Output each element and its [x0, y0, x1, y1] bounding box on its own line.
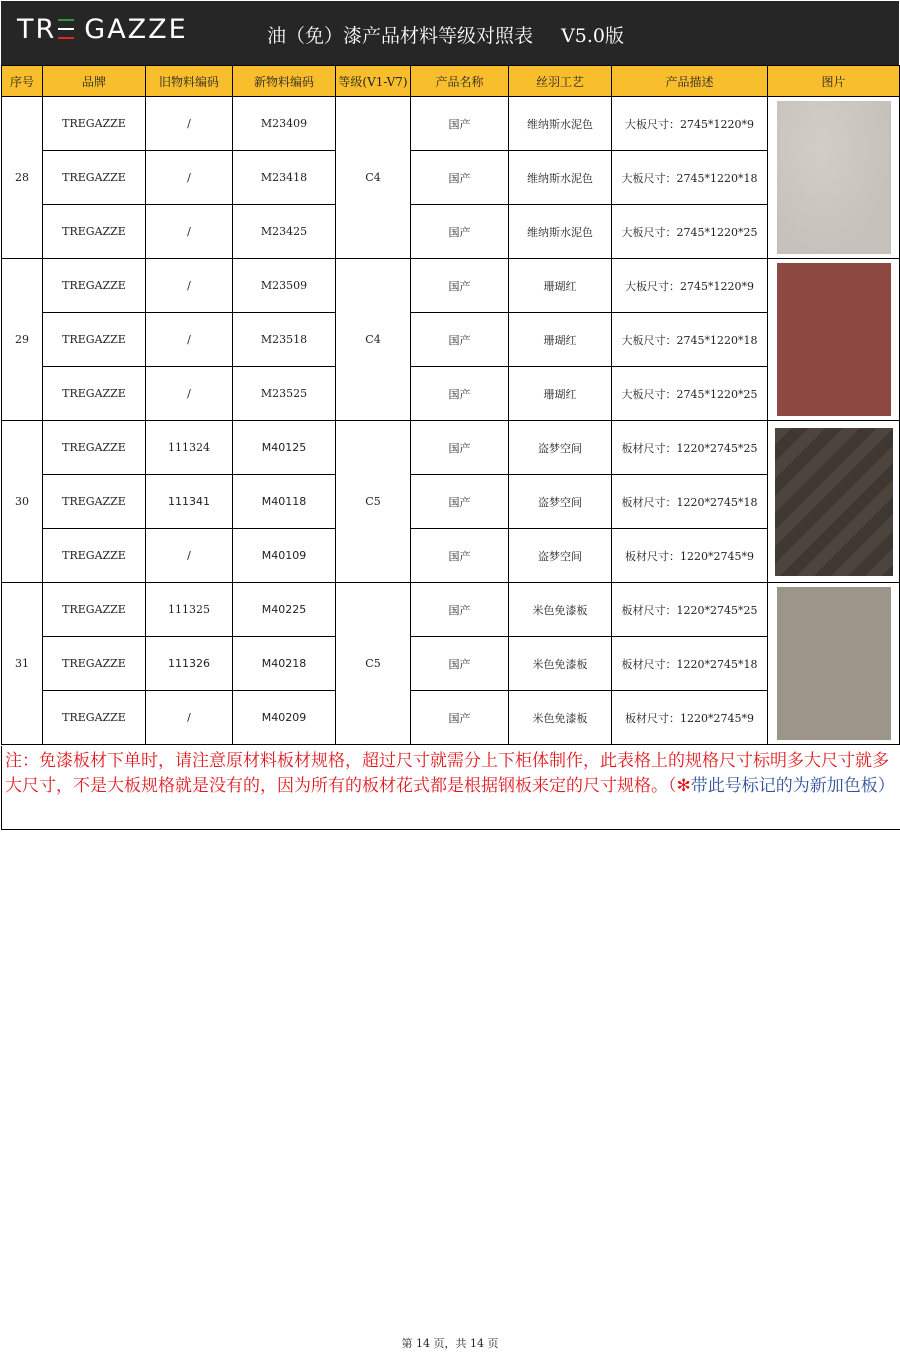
- cell-new-code: M23425: [233, 205, 336, 259]
- cell-product-name: 国产: [411, 367, 509, 421]
- cell-no: 31: [2, 583, 43, 745]
- cell-brand: TREGAZZE: [43, 421, 146, 475]
- document-title: [267, 21, 624, 48]
- table-header-row: [2, 66, 900, 97]
- cell-description: 大板尺寸：2745*1220*9: [612, 97, 768, 151]
- brand-logo: [17, 11, 188, 47]
- table-row: [2, 475, 900, 529]
- table-row: [2, 529, 900, 583]
- cell-description: 大板尺寸：2745*1220*25: [612, 205, 768, 259]
- cell-craft: 米色免漆板: [509, 583, 612, 637]
- cell-description: 大板尺寸：2745*1220*25: [612, 367, 768, 421]
- note-close-paren: ）: [877, 776, 895, 796]
- cell-new-code: M23525: [233, 367, 336, 421]
- cell-no: 30: [2, 421, 43, 583]
- cell-image: [768, 97, 900, 259]
- cell-product-name: 国产: [411, 421, 509, 475]
- cell-product-name: 国产: [411, 637, 509, 691]
- table-body: [2, 97, 900, 745]
- cell-craft: 珊瑚红: [509, 259, 612, 313]
- col-header-product-name: 产品名称: [411, 66, 509, 97]
- cell-brand: TREGAZZE: [43, 205, 146, 259]
- cell-craft: 维纳斯水泥色: [509, 97, 612, 151]
- note-text: 注：免漆板材下单时，请注意原材料板材规格，超过尺寸就需分上下柜体制作，此表格上的规格尺寸标明多大尺寸就多大尺寸，不是大板规格就是没有的，因为所有的板材花式都是根据钢板来定的尺寸规格。（: [5, 751, 889, 796]
- cell-old-code: 111341: [146, 475, 233, 529]
- cell-description: 板材尺寸：1220*2745*25: [612, 583, 768, 637]
- cell-craft: 维纳斯水泥色: [509, 205, 612, 259]
- note-blue-text: 带此号标记的为新加色板: [690, 776, 878, 796]
- table-row: [2, 205, 900, 259]
- cell-grade: C5: [336, 421, 411, 583]
- table-row: [2, 583, 900, 637]
- material-swatch-image: [777, 587, 891, 740]
- cell-brand: TREGAZZE: [43, 583, 146, 637]
- cell-old-code: /: [146, 691, 233, 745]
- cell-no: 29: [2, 259, 43, 421]
- table-row: [2, 313, 900, 367]
- table-row: [2, 637, 900, 691]
- page-header: [1, 1, 899, 65]
- cell-description: 大板尺寸：2745*1220*18: [612, 151, 768, 205]
- cell-product-name: 国产: [411, 475, 509, 529]
- cell-new-code: M23518: [233, 313, 336, 367]
- cell-old-code: /: [146, 313, 233, 367]
- cell-craft: 珊瑚红: [509, 313, 612, 367]
- cell-new-code: M40109: [233, 529, 336, 583]
- cell-old-code: 111324: [146, 421, 233, 475]
- cell-image: [768, 583, 900, 745]
- col-header-description: 产品描述: [612, 66, 768, 97]
- table-row: [2, 367, 900, 421]
- cell-craft: 盗梦空间: [509, 475, 612, 529]
- cell-description: 板材尺寸：1220*2745*25: [612, 421, 768, 475]
- cell-product-name: 国产: [411, 259, 509, 313]
- cell-brand: TREGAZZE: [43, 151, 146, 205]
- col-header-image: 图片: [768, 66, 900, 97]
- cell-product-name: 国产: [411, 583, 509, 637]
- cell-grade: C5: [336, 583, 411, 745]
- table-row: [2, 97, 900, 151]
- cell-craft: 米色免漆板: [509, 637, 612, 691]
- cell-brand: TREGAZZE: [43, 367, 146, 421]
- cell-product-name: 国产: [411, 205, 509, 259]
- cell-description: 板材尺寸：1220*2745*9: [612, 691, 768, 745]
- cell-product-name: 国产: [411, 151, 509, 205]
- cell-new-code: M23409: [233, 97, 336, 151]
- cell-product-name: 国产: [411, 529, 509, 583]
- col-header-no: 序号: [2, 66, 43, 97]
- cell-new-code: M40125: [233, 421, 336, 475]
- cell-description: 板材尺寸：1220*2745*18: [612, 637, 768, 691]
- table-row: [2, 421, 900, 475]
- cell-new-code: M23509: [233, 259, 336, 313]
- col-header-old-code: 旧物料编码: [146, 66, 233, 97]
- cell-product-name: 国产: [411, 97, 509, 151]
- table-row: [2, 691, 900, 745]
- footnote: [1, 746, 900, 830]
- cell-old-code: /: [146, 205, 233, 259]
- cell-new-code: M40225: [233, 583, 336, 637]
- cell-new-code: M23418: [233, 151, 336, 205]
- cell-product-name: 国产: [411, 313, 509, 367]
- cell-brand: TREGAZZE: [43, 637, 146, 691]
- col-header-grade: 等级(V1-V7): [336, 66, 411, 97]
- cell-product-name: 国产: [411, 691, 509, 745]
- page-number: 第 14 页，共 14 页: [401, 1337, 499, 1350]
- cell-brand: TREGAZZE: [43, 691, 146, 745]
- cell-old-code: /: [146, 259, 233, 313]
- logo-right-text: GAZZE: [84, 13, 188, 45]
- cell-old-code: /: [146, 367, 233, 421]
- table-row: [2, 151, 900, 205]
- cell-brand: TREGAZZE: [43, 475, 146, 529]
- cell-grade: C4: [336, 259, 411, 421]
- cell-description: 大板尺寸：2745*1220*18: [612, 313, 768, 367]
- cell-description: 大板尺寸：2745*1220*9: [612, 259, 768, 313]
- cell-no: 28: [2, 97, 43, 259]
- cell-description: 板材尺寸：1220*2745*18: [612, 475, 768, 529]
- logo-left-text: TR: [17, 13, 57, 45]
- cell-brand: TREGAZZE: [43, 313, 146, 367]
- cell-description: 板材尺寸：1220*2745*9: [612, 529, 768, 583]
- cell-new-code: M40209: [233, 691, 336, 745]
- material-swatch-image: [777, 101, 891, 254]
- cell-old-code: 111326: [146, 637, 233, 691]
- version-text: V5.0版: [561, 25, 625, 47]
- material-swatch-image: [775, 428, 893, 576]
- cell-old-code: /: [146, 529, 233, 583]
- cell-grade: C4: [336, 97, 411, 259]
- cell-craft: 维纳斯水泥色: [509, 151, 612, 205]
- cell-brand: TREGAZZE: [43, 529, 146, 583]
- cell-new-code: M40118: [233, 475, 336, 529]
- cell-image: [768, 259, 900, 421]
- cell-old-code: 111325: [146, 583, 233, 637]
- cell-craft: 珊瑚红: [509, 367, 612, 421]
- cell-brand: TREGAZZE: [43, 259, 146, 313]
- cell-old-code: /: [146, 97, 233, 151]
- cell-old-code: /: [146, 151, 233, 205]
- cell-new-code: M40218: [233, 637, 336, 691]
- col-header-craft: 丝羽工艺: [509, 66, 612, 97]
- logo-e-mark-icon: [58, 19, 74, 39]
- new-color-marker-icon: ✻: [676, 776, 691, 796]
- material-swatch-image: [777, 263, 891, 416]
- cell-craft: 盗梦空间: [509, 529, 612, 583]
- col-header-new-code: 新物料编码: [233, 66, 336, 97]
- table-row: [2, 259, 900, 313]
- title-text: 油（免）漆产品材料等级对照表: [267, 25, 534, 47]
- cell-brand: TREGAZZE: [43, 97, 146, 151]
- cell-craft: 米色免漆板: [509, 691, 612, 745]
- cell-craft: 盗梦空间: [509, 421, 612, 475]
- cell-image: [768, 421, 900, 583]
- materials-table: [1, 65, 900, 745]
- col-header-brand: 品牌: [43, 66, 146, 97]
